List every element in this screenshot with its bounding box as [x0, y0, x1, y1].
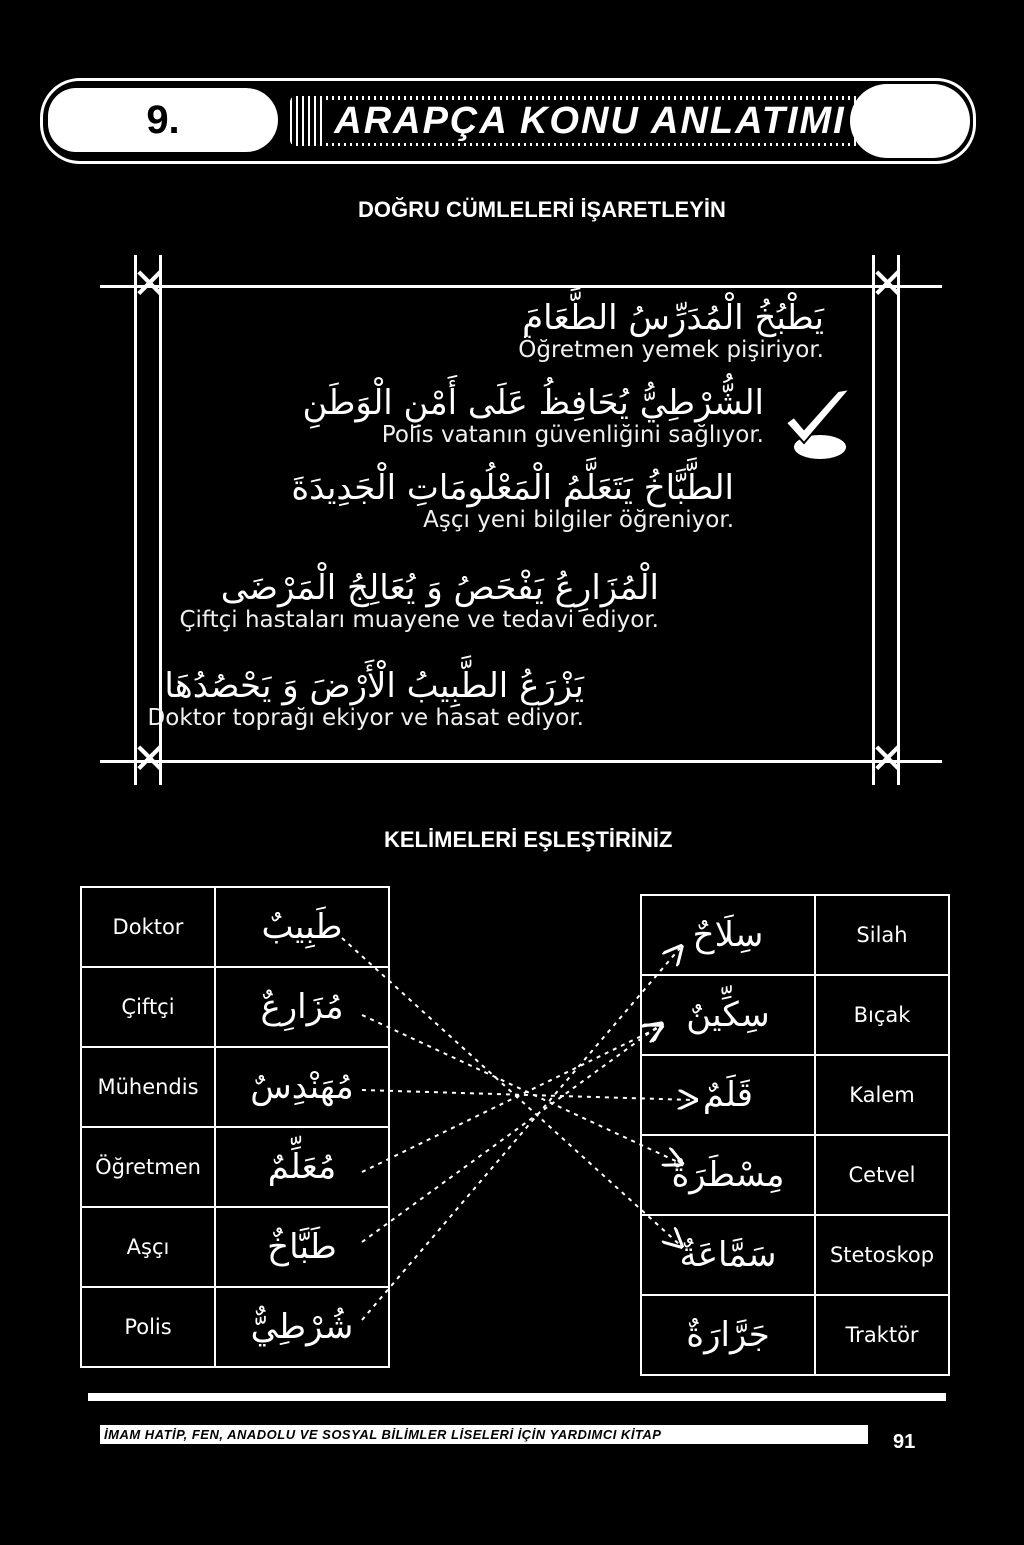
- frame-top-rail: [100, 285, 942, 288]
- sentence-item[interactable]: [291, 470, 734, 533]
- grade-label: 9.: [146, 97, 180, 142]
- sentence-arabic: الطَّبَّاخُ يَتَعَلَّمُ الْمَعْلُومَاتِ الْجَدِيدَةَ: [291, 468, 734, 508]
- sentence-turkish: Polis vatanın güvenliğini sağlıyor.: [381, 422, 764, 449]
- sentence-item[interactable]: [148, 668, 584, 731]
- section-title-mark-correct: DOĞRU CÜMLELERİ İŞARETLEYİN: [358, 197, 726, 222]
- sentence-arabic: الشُّرْطِيُّ يُحَافِظُ عَلَى أَمْنِ الْوَطَنِ: [302, 383, 764, 423]
- left-word-table: [80, 886, 390, 1368]
- banner-end-cap: [850, 84, 970, 158]
- table-row: [641, 895, 949, 975]
- corner-x-icon: ✕: [870, 259, 906, 308]
- footer-rule: [88, 1393, 946, 1401]
- word-arabic[interactable]: طَبَّاخٌ: [215, 1207, 389, 1287]
- word-turkish: Çiftçi: [81, 967, 215, 1047]
- word-arabic[interactable]: طَبِيبٌ: [215, 887, 389, 967]
- word-arabic[interactable]: قَلَمٌ: [641, 1055, 815, 1135]
- word-turkish: Doktor: [81, 887, 215, 967]
- table-row: [81, 1127, 389, 1207]
- sentence-item[interactable]: [518, 300, 824, 363]
- word-turkish: Kalem: [815, 1055, 949, 1135]
- checkmark-icon: [780, 385, 856, 465]
- frame-bottom-rail: [100, 760, 942, 763]
- match-line-doktor-stetoskop: [342, 938, 680, 1245]
- word-turkish: Mühendis: [81, 1047, 215, 1127]
- table-row: [641, 1055, 949, 1135]
- table-row: [641, 1295, 949, 1375]
- word-turkish: Aşçı: [81, 1207, 215, 1287]
- header-banner: [40, 78, 976, 164]
- word-turkish: Polis: [81, 1287, 215, 1367]
- word-arabic[interactable]: سِلَاحٌ: [641, 895, 815, 975]
- table-row: [81, 1207, 389, 1287]
- word-arabic[interactable]: مُزَارِعٌ: [215, 967, 389, 1047]
- frame-right-rail: [872, 255, 900, 785]
- word-arabic[interactable]: مُعَلِّمٌ: [215, 1127, 389, 1207]
- corner-x-icon: ✕: [132, 259, 168, 308]
- table-row: [81, 967, 389, 1047]
- table-row: [641, 1215, 949, 1295]
- word-arabic[interactable]: سَمَّاعَةٌ: [641, 1215, 815, 1295]
- word-arabic[interactable]: مُهَنْدِسٌ: [215, 1047, 389, 1127]
- match-line-asci-bicak: [362, 1025, 660, 1242]
- word-arabic[interactable]: جَرَّارَةٌ: [641, 1295, 815, 1375]
- sentence-turkish: Doktor toprağı ekiyor ve hasat ediyor.: [147, 705, 584, 732]
- match-line-ciftci-traktor: [362, 1015, 680, 1163]
- table-row: [81, 1287, 389, 1367]
- match-line-ogretmen-kalem: [362, 1027, 660, 1172]
- corner-x-icon: ✕: [870, 734, 906, 783]
- book-title-text: ARAPÇA KONU ANLATIMI: [326, 100, 853, 143]
- word-turkish: Cetvel: [815, 1135, 949, 1215]
- right-word-table: [640, 894, 950, 1376]
- word-turkish: Silah: [815, 895, 949, 975]
- table-row: [641, 1135, 949, 1215]
- word-turkish: Bıçak: [815, 975, 949, 1055]
- sentence-turkish: Çiftçi hastaları muayene ve tedavi ediyor.: [179, 607, 659, 634]
- sentence-arabic: يَزْرَعُ الطَّبِيبُ الْأَرْضَ وَ يَحْصُدُهَا: [164, 666, 584, 706]
- section-title-match-words: KELİMELERİ EŞLEŞTİRİNİZ: [384, 827, 673, 852]
- word-turkish: Traktör: [815, 1295, 949, 1375]
- page-number: 91: [893, 1431, 916, 1453]
- sentence-item[interactable]: [179, 570, 659, 633]
- grade-badge: [48, 88, 278, 152]
- word-arabic[interactable]: مِسْطَرَةٌ: [641, 1135, 815, 1215]
- book-title: [290, 96, 890, 146]
- table-row: [641, 975, 949, 1055]
- sentence-arabic: الْمُزَارِعُ يَفْحَصُ وَ يُعَالِجُ الْمَرْضَى: [220, 568, 659, 608]
- corner-x-icon: ✕: [132, 734, 168, 783]
- sentence-arabic: يَطْبُخُ الْمُدَرِّسُ الطَّعَامَ: [522, 298, 824, 338]
- sentence-turkish: Öğretmen yemek pişiriyor.: [518, 337, 824, 364]
- sentence-item[interactable]: [302, 385, 764, 448]
- word-turkish: Stetoskop: [815, 1215, 949, 1295]
- word-arabic[interactable]: شُرْطِيٌّ: [215, 1287, 389, 1367]
- footer-book-series: İMAM HATİP, FEN, ANADOLU VE SOSYAL BİLİMLER LİSELERİ İÇİN YARDIMCI KİTAP: [100, 1425, 868, 1444]
- table-row: [81, 1047, 389, 1127]
- match-line-polis-silah: [362, 948, 680, 1320]
- word-turkish: Öğretmen: [81, 1127, 215, 1207]
- word-arabic[interactable]: سِكِّينٌ: [641, 975, 815, 1055]
- table-row: [81, 887, 389, 967]
- sentence-turkish: Aşçı yeni bilgiler öğreniyor.: [423, 507, 734, 534]
